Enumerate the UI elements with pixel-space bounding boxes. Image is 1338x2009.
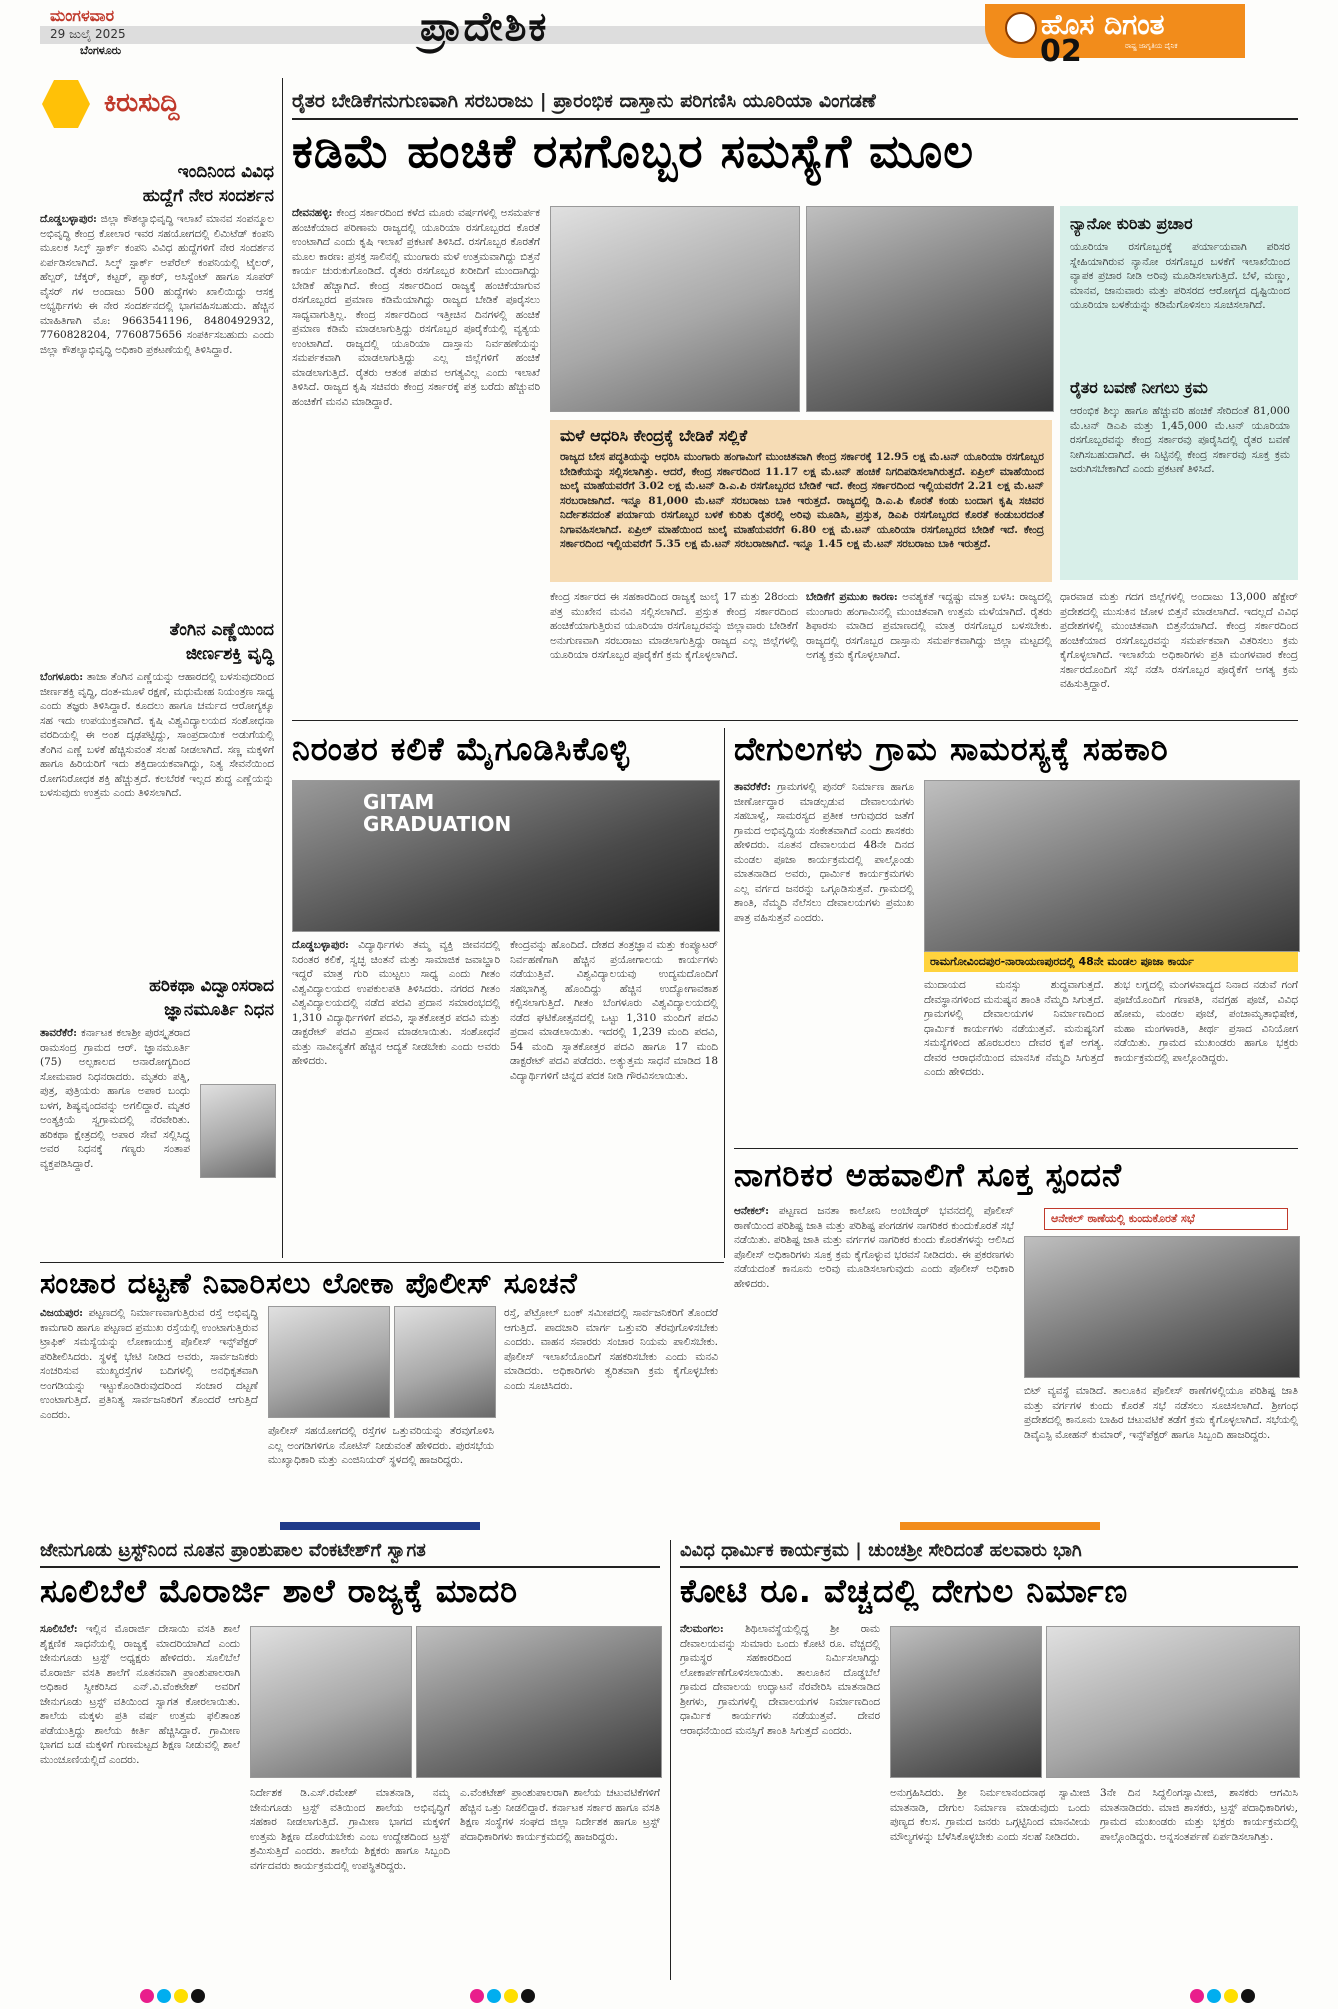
traffic-photo-1 bbox=[268, 1306, 390, 1418]
masthead bbox=[0, 0, 1338, 69]
brief-2-title bbox=[40, 618, 274, 666]
school-photo-2 bbox=[416, 1626, 662, 1778]
lead-sub-dateline: ಬೇಡಿಕೆಗೆ ಪ್ರಮುಖ ಕಾರಣ: bbox=[806, 591, 898, 603]
rain-box bbox=[550, 420, 1052, 582]
traffic-dateline: ವಿಜಯಪುರ: bbox=[40, 1307, 84, 1319]
traffic-col3: ರಸ್ತೆ, ಪೆಟ್ರೋಲ್ ಬಂಕ್ ಸಮೀಪದಲ್ಲಿ ಸಾರ್ವಜನಿಕರಿಗೆ ತೊಂದರೆ ಆಗುತ್ತಿದೆ. ಪಾದಚಾರಿ ಮಾರ್ಗ ಒತ್ತುವರಿ ತೆರವುಗೊಳಿಸಬೇಕು ಎಂದರು. ವಾಹನ ಸವಾರರು ಸಂಚಾರ ನಿಯಮ ಪಾಲಿಸಬೇಕು. ಪೊಲೀಸ್ ಇಲಾಖೆಯೊಂದಿಗೆ ಸಹಕರಿಸಬೇಕು ಎಂದು ಮನವಿ ಮಾಡಿದರು. ಅಧಿಕಾರಿಗಳು ತ್ವರಿತವಾಗಿ ಕ್ರಮ ಕೈಗೊಳ್ಳಬೇಕು ಎಂದು ಸೂಚಿಸಿದರು. bbox=[504, 1307, 718, 1392]
briefs-logo bbox=[42, 78, 272, 130]
brand-logo-icon bbox=[1005, 12, 1037, 44]
temples-dateline: ತಾವರೆಕೆರೆ: bbox=[734, 781, 771, 793]
brief-2-dateline: ಬೆಂಗಳೂರು: bbox=[40, 671, 84, 683]
learning-col1-text: ವಿದ್ಯಾರ್ಥಿಗಳು ತಮ್ಮ ವ್ಯಕ್ತಿ ಜೀವನದಲ್ಲಿ ನಿರಂತರ ಕಲಿಕೆ, ಸ್ವಚ್ಛ ಚಿಂತನೆ ಮತ್ತು ಸಾಮಾಜಿಕ ಜವಾಬ್ದಾರಿ ಇದ್ದರೆ ಮಾತ್ರ ಗುರಿ ಮುಟ್ಟಲು ಸಾಧ್ಯ ಎಂದು ಗೀತಂ ವಿಶ್ವವಿದ್ಯಾಲಯದ ಉಪಕುಲಪತಿ ತಿಳಿಸಿದರು. ನಗರದ ಗೀತಂ ವಿಶ್ವವಿದ್ಯಾಲಯದಲ್ಲಿ ನಡೆದ ಪದವಿ ಪ್ರದಾನ ಸಮಾರಂಭದಲ್ಲಿ 1,310 ವಿದ್ಯಾರ್ಥಿಗಳಿಗೆ ಪದವಿ, ಸ್ನಾತಕೋತ್ತರ ಪದವಿ ಮತ್ತು ಡಾಕ್ಟರೇಟ್ ಪದವಿ ಪ್ರದಾನ ಮಾಡಲಾಯಿತು. ಸಂಶೋಧನೆ ಮತ್ತು ನಾವೀನ್ಯತೆಗೆ ಹೆಚ್ಚಿನ ಆದ್ಯತೆ ನೀಡಬೇಕು ಎಂದು ಅವರು ಹೇಳಿದರು. bbox=[292, 939, 500, 1067]
temple-build-col1-text: ಶಿಥಿಲಾವಸ್ಥೆಯಲ್ಲಿದ್ದ ಶ್ರೀ ರಾಮ ದೇವಾಲಯವನ್ನು ಸುಮಾರು ಒಂದು ಕೋಟಿ ರೂ. ವೆಚ್ಚದಲ್ಲಿ ಗ್ರಾಮಸ್ಥರ ಸಹಕಾರದಿಂದ ನಿರ್ಮಿಸಲಾಗಿದ್ದು ಲೋಕಾರ್ಪಣೆಗೊಳಿಸಲಾಯಿತು. ತಾಲೂಕಿನ ದೊಡ್ಡಬೆಲೆ ಗ್ರಾಮದ ದೇವಾಲಯ ಉದ್ಘಾಟನೆ ನೆರವೇರಿಸಿ ಮಾತನಾಡಿದ ಶ್ರೀಗಳು, ಗ್ರಾಮಗಳಲ್ಲಿ ದೇವಾಲಯಗಳ ನಿರ್ಮಾಣದಿಂದ ಧಾರ್ಮಿಕ ಕಾರ್ಯಗಳು ನಡೆಯುತ್ತವೆ. ದೇವರ ಆರಾಧನೆಯಿಂದ ಮನಸ್ಸಿಗೆ ಶಾಂತಿ ಸಿಗುತ್ತದೆ ಎಂದರು. bbox=[680, 1623, 880, 1737]
civic-dateline: ಆನೇಕಲ್: bbox=[734, 1205, 770, 1217]
sidebar-divider bbox=[282, 78, 283, 1258]
registration-marks-center bbox=[470, 1988, 538, 2007]
obituary-photo bbox=[200, 1084, 276, 1178]
school-col1 bbox=[40, 1622, 240, 1972]
temple-build-photo-1 bbox=[890, 1626, 1042, 1778]
color-strip-blue bbox=[280, 1522, 480, 1530]
info-box-body1: ಯೂರಿಯಾ ರಸಗೊಬ್ಬರಕ್ಕೆ ಪರ್ಯಾಯವಾಗಿ ಪರಿಸರ ಸ್ನೇಹಿಯಾಗಿರುವ ನ್ಯಾನೋ ರಸಗೊಬ್ಬರ ಬಳಕೆಗೆ ಇಲಾಖೆಯಿಂದ ವ್ಯಾಪಕ ಪ್ರಚಾರ ನೀಡಿ ಅರಿವು ಮೂಡಿಸಲಾಗುತ್ತಿದೆ. ಬೆಳೆ, ಮಣ್ಣು, ಮಾನವ, ಜಾನುವಾರು ಮತ್ತು ಪರಿಸರದ ಆರೋಗ್ಯದ ದೃಷ್ಟಿಯಿಂದ ಯೂರಿಯಾ ಬಳಕೆಯನ್ನು ಕಡಿಮೆಗೊಳಿಸಲು ಸೂಚಿಸಲಾಗಿದೆ. bbox=[1070, 241, 1290, 311]
traffic-col2: ಪೊಲೀಸ್ ಸಹಯೋಗದಲ್ಲಿ ರಸ್ತೆಗಳ ಒತ್ತುವರಿಯನ್ನು ತೆರವುಗೊಳಿಸಿ ಎಲ್ಲ ಅಂಗಡಿಗಳಿಗೂ ನೋಟಿಸ್ ನೀಡುವಂತೆ ಹೇಳಿದರು. ಪುರಸಭೆಯ ಮುಖ್ಯಾಧಿಕಾರಿ ಮತ್ತು ಎಂಜಿನಿಯರ್ ಸ್ಥಳದಲ್ಲಿ ಹಾಜರಿದ್ದರು. bbox=[268, 1425, 494, 1466]
learning-col1 bbox=[292, 938, 500, 1250]
lead-col4: ಧಾರವಾಡ ಮತ್ತು ಗದಗ ಜಿಲ್ಲೆಗಳಲ್ಲಿ ಅಂದಾಜು 13,000 ಹೆಕ್ಟೇರ್ ಪ್ರದೇಶದಲ್ಲಿ ಮುಸುಕಿನ ಜೋಳ ಬಿತ್ತನೆ ಮಾಡಲಾಗಿದೆ. ಇದಲ್ಲದೆ ವಿವಿಧ ಪ್ರದೇಶಗಳಲ್ಲಿ ಮುಂಚಿತವಾಗಿ ಬಿತ್ತನೆಯಾಗಿದೆ. ಕೇಂದ್ರ ಸರ್ಕಾರದಿಂದ ಹಂಚಿಕೆಯಾದ ರಸಗೊಬ್ಬರವನ್ನು ಸಮರ್ಪಕವಾಗಿ ವಿತರಿಸಲು ಕ್ರಮ ಕೈಗೊಳ್ಳಲಾಗಿದೆ. ಇಲಾಖೆಯ ಅಧಿಕಾರಿಗಳು ಪ್ರತಿ ಮಂಗಳವಾರ ಕೇಂದ್ರ ಸರ್ಕಾರದೊಂದಿಗೆ ಸಭೆ ನಡೆಸಿ ರಸಗೊಬ್ಬರ ಪೂರೈಕೆಗೆ ಅಗತ್ಯ ಕ್ರಮ ವಹಿಸುತ್ತಿದ್ದಾರೆ. bbox=[1060, 591, 1298, 690]
temples-photo-caption: ರಾಮಗೋವಿಂದಪುರ-ನಾರಾಯಣಪುರದಲ್ಲಿ 48ನೇ ಮಂಡಲ ಪೂಜಾ ಕಾರ್ಯ bbox=[924, 952, 1298, 972]
temples-col2: ಮುದಾಯದ ಮನಸ್ಸು ಶುದ್ಧವಾಗುತ್ತದೆ. ದೇವಸ್ಥಾನಗಳಿಂದ ಮನುಷ್ಯನ ಶಾಂತಿ ನೆಮ್ಮದಿ ಸಿಗುತ್ತದೆ. ಗ್ರಾಮಗಳಲ್ಲಿ ದೇವಾಲಯಗಳ ನಿರ್ಮಾಣದಿಂದ ಧಾರ್ಮಿಕ ಕಾರ್ಯಗಳು ನಡೆಯುತ್ತವೆ. ಮನುಷ್ಯನಿಗೆ ಸಮಸ್ಯೆಗಳಿಂದ ಹೊರಬರಲು ದೇವರ ಕೃಪೆ ಅಗತ್ಯ. ದೇವರ ಆರಾಧನೆಯಿಂದ ಮಾನಸಿಕ ನೆಮ್ಮದಿ ಸಿಗುತ್ತದೆ ಎಂದು ಹೇಳಿದರು. bbox=[924, 979, 1104, 1078]
brief-2-title-line2: ಜೀರ್ಣಶಕ್ತಿ ವೃದ್ಧಿ bbox=[185, 644, 274, 664]
info-box bbox=[1060, 206, 1298, 580]
field-hand-photo bbox=[806, 206, 1054, 412]
brief-1-body bbox=[40, 212, 274, 610]
brief-3-title-line1: ಹರಿಕಥಾ ವಿದ್ವಾಂಸರಾದ bbox=[149, 976, 274, 996]
brief-3-body bbox=[40, 1026, 190, 1256]
lead-kicker-rule bbox=[292, 118, 1298, 120]
learning-col2: ಕೇಂದ್ರವನ್ನು ಹೊಂದಿದೆ. ದೇಶದ ತಂತ್ರಜ್ಞಾನ ಮತ್ತು ಕಂಪ್ಯೂಟರ್ ನಿರ್ವಹಣೆಗಾಗಿ ಹೆಚ್ಚಿನ ಪ್ರಯೋಗಾಲಯ ಕಾರ್ಯಗಳು ನಡೆಯುತ್ತಿವೆ. ವಿಶ್ವವಿದ್ಯಾಲಯವು ಉದ್ಯಮದೊಂದಿಗೆ ಸಹಭಾಗಿತ್ವ ಹೊಂದಿದ್ದು ಹೆಚ್ಚಿನ ಉದ್ಯೋಗಾವಕಾಶ ಕಲ್ಪಿಸಲಾಗುತ್ತಿದೆ. ಗೀತಂ ಬೆಂಗಳೂರು ವಿಶ್ವವಿದ್ಯಾಲಯದಲ್ಲಿ ನಡೆದ ಘಟಿಕೋತ್ಸವದಲ್ಲಿ ಒಟ್ಟು 1,310 ಮಂದಿಗೆ ಪದವಿ ಪ್ರದಾನ ಮಾಡಲಾಯಿತು. ಇದರಲ್ಲಿ 1,239 ಮಂದಿ ಪದವಿ, 54 ಮಂದಿ ಸ್ನಾತಕೋತ್ತರ ಪದವಿ ಹಾಗೂ 17 ಮಂದಿ ಡಾಕ್ಟರೇಟ್ ಪದವಿ ಪಡೆದರು. ಅತ್ಯುತ್ತಮ ಸಾಧನೆ ಮಾಡಿದ 18 ವಿದ್ಯಾರ್ಥಿಗಳಿಗೆ ಚಿನ್ನದ ಪದಕ ನೀಡಿ ಗೌರವಿಸಲಾಯಿತು. bbox=[510, 939, 718, 1082]
brief-2-text: ತಾಜಾ ತೆಂಗಿನ ಎಣ್ಣೆಯನ್ನು ಆಹಾರದಲ್ಲಿ ಬಳಸುವುದರಿಂದ ಜೀರ್ಣಶಕ್ತಿ ವೃದ್ಧಿ, ದಂತ-ಮೂಳೆ ರಕ್ಷಣೆ, ಮಧುಮೇಹ ನಿಯಂತ್ರಣ ಸಾಧ್ಯ ಎಂದು ತಜ್ಞರು ತಿಳಿಸಿದ್ದಾರೆ. ಕೂದಲು ಹಾಗೂ ಚರ್ಮದ ಆರೋಗ್ಯಕ್ಕೂ ಸಹ ಇದು ಉಪಯುಕ್ತವಾಗಿದೆ. ಕೃಷಿ ವಿಶ್ವವಿದ್ಯಾಲಯದ ಸಂಶೋಧನಾ ವರದಿಯಲ್ಲಿ ಈ ಅಂಶ ದೃಢಪಟ್ಟಿದ್ದು, ಸಾಂಪ್ರದಾಯಿಕ ಅಡುಗೆಯಲ್ಲಿ ತೆಂಗಿನ ಎಣ್ಣೆ ಬಳಕೆ ಹೆಚ್ಚಿಸುವಂತೆ ಸಲಹೆ ನೀಡಲಾಗಿದೆ. ಸಣ್ಣ ಮಕ್ಕಳಿಗೆ ಹಾಗೂ ಹಿರಿಯರಿಗೆ ಇದು ಶಕ್ತಿದಾಯಕವಾಗಿದ್ದು, ನಿತ್ಯ ಸೇವನೆಯಿಂದ ರೋಗನಿರೋಧಕ ಶಕ್ತಿ ಹೆಚ್ಚುತ್ತದೆ. ಕಲಬೆರಕೆ ಇಲ್ಲದ ಶುದ್ಧ ಎಣ್ಣೆಯನ್ನು ಬಳಸುವುದು ಉತ್ತಮ ಎಂದು ತಿಳಿಸಲಾಗಿದೆ. bbox=[40, 671, 274, 799]
lead-headline: ಕಡಿಮೆ ಹಂಚಿಕೆ ರಸಗೊಬ್ಬರ ಸಮಸ್ಯೆಗೆ ಮೂಲ bbox=[292, 124, 975, 178]
civic-col1-text: ಪಟ್ಟಣದ ಜನತಾ ಕಾಲೋನಿ ಅಂಬೇಡ್ಕರ್ ಭವನದಲ್ಲಿ ಪೊಲೀಸ್ ಠಾಣೆಯಿಂದ ಪರಿಶಿಷ್ಟ ಜಾತಿ ಮತ್ತು ಪರಿಶಿಷ್ಟ ಪಂಗಡಗಳ ನಾಗರಿಕರ ಕುಂದುಕೊರತೆ ಸಭೆ ನಡೆಯಿತು. ಪರಿಶಿಷ್ಟ ಜಾತಿ ಮತ್ತು ವರ್ಗಗಳ ನಾಗರಿಕರ ಕುಂದು ಕೊರತೆಗಳನ್ನು ಆಲಿಸಿದ ಪೊಲೀಸ್ ಅಧಿಕಾರಿಗಳು ಸೂಕ್ತ ಕ್ರಮ ಕೈಗೊಳ್ಳುವ ಭರವಸೆ ನೀಡಿದರು. ಈ ಪ್ರಕರಣಗಳು ನಡೆಯದಂತೆ ಕಾನೂನು ಅರಿವು ಮೂಡಿಸಲಾಗುವುದು ಎಂದು ಪೊಲೀಸ್ ಅಧಿಕಾರಿ ಹೇಳಿದರು. bbox=[734, 1205, 1014, 1290]
brand-tagline: ರಾಷ್ಟ್ರ ಜಾಗೃತಿಯ ದೈನಿಕ bbox=[1125, 42, 1178, 50]
briefs-logo-text: ಕಿರುಸುದ್ದಿ bbox=[104, 88, 180, 118]
temple-build-col1 bbox=[680, 1622, 880, 1972]
civic-col1 bbox=[734, 1204, 1014, 1524]
temple-build-photo-2 bbox=[1046, 1626, 1300, 1778]
temple-ritual-photo bbox=[924, 780, 1300, 952]
brief-2-title-line1: ತೆಂಗಿನ ಎಣ್ಣೆಯಿಂದ bbox=[169, 620, 274, 640]
info-box-body2: ಆರಂಭಿಕ ಶಿಲ್ಕು ಹಾಗೂ ಹೆಚ್ಚುವರಿ ಹಂಚಿಕೆ ಸೇರಿದಂತೆ 81,000 ಮೆ.ಟನ್ ಡಿಎಪಿ ಮತ್ತು 1,45,000 ಮೆ.ಟನ್ ಯೂರಿಯಾ ರಸಗೊಬ್ಬರವನ್ನು ಕೇಂದ್ರ ಸರ್ಕಾರವು ಪೂರೈಸಿದಲ್ಲಿ ರೈತರ ಬವಣೆ ನೀಗಿಸಬಹುದಾಗಿದೆ. ಈ ನಿಟ್ಟಿನಲ್ಲಿ ಕೇಂದ್ರ ಸರ್ಕಾರವು ಸೂಕ್ತ ಕ್ರಮ ಜರುಗಿಸಬೇಕಾಗಿದೆ ಎಂದು ಪ್ರಕಟಣೆ ತಿಳಿಸಿದೆ. bbox=[1070, 405, 1290, 475]
color-strip-orange bbox=[900, 1522, 1100, 1530]
school-kicker-rule bbox=[40, 1566, 660, 1568]
temple-build-dateline: ನೆಲಮಂಗಲ: bbox=[680, 1623, 724, 1635]
civic-meeting-photo bbox=[1024, 1236, 1300, 1378]
civic-photo-caption: ಆನೇಕಲ್ ಠಾಣೆಯಲ್ಲಿ ಕುಂದುಕೊರತೆ ಸಭೆ bbox=[1044, 1208, 1288, 1230]
school-kicker: ಜೇನುಗೂಡು ಟ್ರಸ್ಟ್‌ನಿಂದ ನೂತನ ಪ್ರಾಂಶುಪಾಲ ವೆಂಕಟೇಶ್‌ಗೆ ಸ್ವಾಗತ bbox=[40, 1540, 426, 1561]
civic-headline: ನಾಗರಿಕರ ಅಹವಾಲಿಗೆ ಸೂಕ್ತ ಸ್ಪಂದನೆ bbox=[734, 1156, 1123, 1194]
section-title: ಪ್ರಾದೇಶಿಕ bbox=[420, 4, 549, 50]
school-col3: ಎ.ವೆಂಕಟೇಶ್ ಪ್ರಾಂಶುಪಾಲರಾಗಿ ಶಾಲೆಯ ಚಟುವಟಿಕೆಗಳಿಗೆ ಹೆಚ್ಚಿನ ಒತ್ತು ನೀಡಲಿದ್ದಾರೆ. ಕರ್ನಾಟಕ ಸರ್ಕಾರ ಹಾಗೂ ವಸತಿ ಶಿಕ್ಷಣ ಸಂಸ್ಥೆಗಳ ಸಂಘದ ಜಿಲ್ಲಾ ನಿರ್ದೇಶಕ ಹಾಗೂ ಟ್ರಸ್ಟ್ ಪದಾಧಿಕಾರಿಗಳು ಕಾರ್ಯಕ್ರಮದಲ್ಲಿ ಹಾಜರಿದ್ದರು. bbox=[460, 1787, 660, 1843]
rain-box-body: ರಾಜ್ಯದ ಬೇಸ ಪದ್ಧತಿಯನ್ನು ಆಧರಿಸಿ ಮುಂಗಾರು ಹಂಗಾಮಿಗೆ ಮುಂಚಿತವಾಗಿ ಕೇಂದ್ರ ಸರ್ಕಾರಕ್ಕೆ 12.95 ಲಕ್ಷ ಮೆ.ಟನ್ ಯೂರಿಯಾ ರಸಗೊಬ್ಬರ ಬೇಡಿಕೆಯನ್ನು ಸಲ್ಲಿಸಲಾಗಿತ್ತು. ಆದರೆ, ಕೇಂದ್ರ ಸರ್ಕಾರದಿಂದ 11.17 ಲಕ್ಷ ಮೆ.ಟನ್ ಹಂಚಿಕೆ ನಿಗದಿಪಡಿಸಲಾಗಿರುತ್ತದೆ. ಏಪ್ರಿಲ್ ಮಾಹೆಯಿಂದ ಜುಲೈ ಮಾಹೆಯವರೆಗೆ 3.02 ಲಕ್ಷ ಮೆ.ಟನ್ ಡಿ.ಎ.ಪಿ ರಸಗೊಬ್ಬರದ ಬೇಡಿಕೆ ಇದೆ. ಕೇಂದ್ರ ಸರ್ಕಾರದಿಂದ ಇಲ್ಲಿಯವರೆಗೆ 2.21 ಲಕ್ಷ ಮೆ.ಟನ್ ಸರಬರಾಜಾಗಿದೆ. ಇನ್ನೂ 81,000 ಮೆ.ಟನ್ ಸರಬರಾಜು ಬಾಕಿ ಇರುತ್ತದೆ. ರಾಜ್ಯದಲ್ಲಿ ಡಿ.ಎ.ಪಿ ಕೊರತೆ ಕಂಡು ಬಂದಾಗ ಕೃಷಿ ಸಚಿವರ ನಿರ್ದೇಶನದಂತೆ ಪರ್ಯಾಯ ರಸಗೊಬ್ಬರ ಬಳಕೆ ಕುರಿತು ರೈತರಲ್ಲಿ ಅರಿವು ಮೂಡಿಸಿ, ಪ್ರಸ್ತುತ, ಡಿಎಪಿ ರಸಗೊಬ್ಬರದ ಕೊರತೆ ಕಂಡುಬರದಂತೆ ನಿಗಾವಹಿಸಲಾಗಿದೆ. ಏಪ್ರಿಲ್ ಮಾಹೆಯಿಂದ ಜುಲೈ ಮಾಹೆಯವರೆಗೆ 6.80 ಲಕ್ಷ ಮೆ.ಟನ್ ಯೂರಿಯಾ ರಸಗೊಬ್ಬರದ ಬೇಡಿಕೆ ಇದೆ. ಕೇಂದ್ರ ಸರ್ಕಾರದಿಂದ ಇಲ್ಲಿಯವರೆಗೆ 5.35 ಲಕ್ಷ ಮೆ.ಟನ್ ಸರಬರಾಜಾಗಿದೆ. ಇನ್ನೂ 1.45 ಲಕ್ಷ ಮೆ.ಟನ್ ಸರಬರಾಜು ಬಾಕಿ ಇರುತ್ತದೆ. bbox=[560, 451, 1044, 550]
rain-box-title: ಮಳೆ ಆಧರಿಸಿ ಕೇಂದ್ರಕ್ಕೆ ಬೇಡಿಕೆ ಸಲ್ಲಿಕೆ bbox=[560, 426, 748, 445]
learning-dateline: ದೊಡ್ಡಬಳ್ಳಾಪುರ: bbox=[292, 939, 349, 951]
sidebar-briefs bbox=[40, 78, 276, 1258]
graduation-banner-text: GITAM GRADUATION bbox=[363, 790, 512, 836]
temples-col1-text: ಗ್ರಾಮಗಳಲ್ಲಿ ಪುನರ್ ನಿರ್ಮಾಣ ಹಾಗೂ ಜೀರ್ಣೋದ್ಧಾರ ಮಾಡಲ್ಪಡುವ ದೇವಾಲಯಗಳು ಸಹಬಾಳ್ವೆ, ಸಾಮರಸ್ಯದ ಪ್ರತೀಕ ಆಗುವುದರ ಜತೆಗೆ ಗ್ರಾಮದ ಅಭಿವೃದ್ಧಿಯ ಸಂಕೇತವಾಗಿದೆ ಎಂದು ಶಾಸಕರು ಹೇಳಿದರು. ನೂತನ ದೇವಾಲಯದ 48ನೇ ದಿನದ ಮಂಡಲ ಪೂಜಾ ಕಾರ್ಯಕ್ರಮದಲ್ಲಿ ಪಾಲ್ಗೊಂಡು ಮಾತನಾಡಿದ ಅವರು, ಧಾರ್ಮಿಕ ಕಾರ್ಯಕ್ರಮಗಳು ಎಲ್ಲ ವರ್ಗದ ಜನರನ್ನು ಒಗ್ಗೂಡಿಸುತ್ತವೆ. ಗ್ರಾಮದಲ್ಲಿ ಶಾಂತಿ, ನೆಮ್ಮದಿ ನೆಲೆಸಲು ದೇವಾಲಯಗಳು ಪ್ರಮುಖ ಪಾತ್ರ ವಹಿಸುತ್ತವೆ ಎಂದರು. bbox=[734, 781, 914, 924]
brand-name: ಹೊಸ ದಿಗಂತ bbox=[1041, 8, 1165, 41]
temple-build-col2: ಅನುಗ್ರಹಿಸಿದರು. ಶ್ರೀ ನಿರ್ಮಲಾನಂದನಾಥ ಸ್ವಾಮೀಜಿ ಮಾತನಾಡಿ, ದೇಗುಲ ನಿರ್ಮಾಣ ಮಾಡುವುದು ಒಂದು ಪುಣ್ಯದ ಕೆಲಸ. ಗ್ರಾಮದ ಜನರು ಒಗ್ಗಟ್ಟಿನಿಂದ ಮಾನವೀಯ ಮೌಲ್ಯಗಳನ್ನು ಬೆಳೆಸಿಕೊಳ್ಳಬೇಕು ಎಂದು ಸಲಹೆ ನೀಡಿದರು. bbox=[890, 1787, 1090, 1843]
fertilizer-bag-photo bbox=[550, 206, 800, 412]
school-dateline: ಸೂಲಿಬೆಲೆ: bbox=[40, 1623, 78, 1635]
lead-col1-text: ಕೇಂದ್ರ ಸರ್ಕಾರದಿಂದ ಕಳೆದ ಮೂರು ವರ್ಷಗಳಲ್ಲಿ ಅಸಮರ್ಪಕ ಹಂಚಿಕೆಯಾದ ಪರಿಣಾಮ ರಾಜ್ಯದಲ್ಲಿ ಯೂರಿಯಾ ರಸಗೊಬ್ಬರದ ಕೊರತೆ ಉಂಟಾಗಿದೆ ಎಂದು ಕೃಷಿ ಇಲಾಖೆ ಪ್ರಕಟಣೆ ತಿಳಿಸಿದೆ. ರಸಗೊಬ್ಬರ ಕೊರತೆಗೆ ಮೂಲ ಕಾರಣ: ಪ್ರಸಕ್ತ ಸಾಲಿನಲ್ಲಿ ಮುಂಗಾರು ಮಳೆ ಉತ್ತಮವಾಗಿದ್ದು ಬಿತ್ತನೆ ಕಾರ್ಯ ಚುರುಕುಗೊಂಡಿದೆ. ರೈತರು ರಸಗೊಬ್ಬರ ಖರೀದಿಗೆ ಮುಂದಾಗಿದ್ದು ಬೇಡಿಕೆ ಹೆಚ್ಚಾಗಿದೆ. ಕೇಂದ್ರ ಸರ್ಕಾರದಿಂದ ರಾಜ್ಯಕ್ಕೆ ಹಂಚಿಕೆಯಾಗುವ ರಸಗೊಬ್ಬರದ ಪ್ರಮಾಣ ಕಡಿಮೆಯಾಗಿದ್ದು ರಾಜ್ಯದ ಬೇಡಿಕೆ ಪೂರೈಸಲು ಸಾಧ್ಯವಾಗುತ್ತಿಲ್ಲ. ಕೇಂದ್ರ ಸರ್ಕಾರದಿಂದ ಇತ್ತೀಚಿನ ದಿನಗಳಲ್ಲಿ ಹಂಚಿಕೆ ಪ್ರಮಾಣ ಕಡಿಮೆ ಮಾಡಲಾಗುತ್ತಿದ್ದು ರಸಗೊಬ್ಬರ ಪೂರೈಕೆಯಲ್ಲಿ ವ್ಯತ್ಯಯ ಉಂಟಾಗಿದೆ. ರಾಜ್ಯದಲ್ಲಿ ಯೂರಿಯಾ ದಾಸ್ತಾನು ನಿರ್ವಹಣೆಯನ್ನು ಸಮರ್ಪಕವಾಗಿ ಮಾಡಲಾಗುತ್ತಿದ್ದು ಎಲ್ಲ ಜಿಲ್ಲೆಗಳಿಗೆ ಹಂಚಿಕೆ ಮಾಡಲಾಗುತ್ತಿದೆ. ರೈತರು ಆತಂಕ ಪಡುವ ಅಗತ್ಯವಿಲ್ಲ ಎಂದು ಇಲಾಖೆ ತಿಳಿಸಿದೆ. ರಾಜ್ಯದ ಕೃಷಿ ಸಚಿವರು ಕೇಂದ್ರ ಸರ್ಕಾರಕ್ಕೆ ಪತ್ರ ಬರೆದು ಹೆಚ್ಚುವರಿ ಹಂಚಿಕೆಗೆ ಮನವಿ ಮಾಡಿದ್ದಾರೆ. bbox=[292, 207, 540, 408]
issue-city: ಬೆಂಗಳೂರು bbox=[80, 44, 122, 57]
brief-1-dateline: ದೊಡ್ಡಬಳ್ಳಾಪುರ: bbox=[40, 213, 97, 225]
lead-dateline: ದೇವನಹಳ್ಳಿ: bbox=[292, 207, 333, 219]
issue-date: 29 ಜುಲೈ 2025 bbox=[50, 27, 126, 41]
traffic-col1-text: ಪಟ್ಟಣದಲ್ಲಿ ನಿರ್ಮಾಣವಾಗುತ್ತಿರುವ ರಸ್ತೆ ಅಭಿವೃದ್ಧಿ ಕಾಮಗಾರಿ ಹಾಗೂ ಪಟ್ಟಣದ ಪ್ರಮುಖ ರಸ್ತೆಯಲ್ಲಿ ಉಂಟಾಗುತ್ತಿರುವ ಟ್ರಾಫಿಕ್ ಸಮಸ್ಯೆಯನ್ನು ಲೋಕಾಯುಕ್ತ ಪೊಲೀಸ್ ಇನ್ಸ್‌ಪೆಕ್ಟರ್ ಪರಿಶೀಲಿಸಿದರು. ಸ್ಥಳಕ್ಕೆ ಭೇಟಿ ನೀಡಿದ ಅವರು, ಸಾರ್ವಜನಿಕರು ಸಂಚರಿಸುವ ಮುಖ್ಯರಸ್ತೆಗಳ ಬದಿಗಳಲ್ಲಿ ಅನಧಿಕೃತವಾಗಿ ಅಂಗಡಿಯನ್ನು ಇಟ್ಟುಕೊಂಡಿರುವುದರಿಂದ ಸಂಚಾರ ದಟ್ಟಣೆ ಉಂಟಾಗುತ್ತಿದೆ. ಪ್ರತಿನಿತ್ಯ ಸಾರ್ವಜನಿಕರಿಗೆ ತೊಂದರೆ ಆಗುತ್ತಿದೆ ಎಂದರು. bbox=[40, 1307, 258, 1421]
graduation-photo bbox=[292, 780, 720, 932]
lead-col2: ಕೇಂದ್ರ ಸರ್ಕಾರದ ಈ ಸಹಕಾರದಿಂದ ರಾಜ್ಯಕ್ಕೆ ಜುಲೈ 17 ಮತ್ತು 28ರಂದು ಪತ್ರ ಮುಖೇನ ಮನವಿ ಸಲ್ಲಿಸಲಾಗಿದೆ. ಪ್ರಸ್ತುತ ಕೇಂದ್ರ ಸರ್ಕಾರದಿಂದ ಹಂಚಿಕೆಯಾಗುತ್ತಿರುವ ಯೂರಿಯಾ ರಸಗೊಬ್ಬರವನ್ನು ಜಿಲ್ಲಾವಾರು ಬೇಡಿಕೆಗೆ ಅನುಗುಣವಾಗಿ ಸರಬರಾಜು ಮಾಡಲಾಗುತ್ತಿದ್ದು ರಾಜ್ಯದ ಎಲ್ಲ ಜಿಲ್ಲೆಗಳಲ್ಲಿ ಯೂರಿಯಾ ರಸಗೊಬ್ಬರ ಪೂರೈಕೆಗೆ ಕ್ರಮ ಕೈಗೊಳ್ಳಲಾಗಿದೆ. bbox=[550, 591, 798, 661]
learning-headline: ನಿರಂತರ ಕಲಿಕೆ ಮೈಗೂಡಿಸಿಕೊಳ್ಳಿ bbox=[292, 730, 631, 768]
hand-icon bbox=[42, 80, 90, 128]
brief-3-title-line2: ಜ್ಞಾನಮೂರ್ತಿ ನಿಧನ bbox=[164, 1000, 274, 1020]
lead-kicker: ರೈತರ ಬೇಡಿಕೆಗನುಗುಣವಾಗಿ ಸರಬರಾಜು | ಪ್ರಾರಂಭಿಕ ದಾಸ್ತಾನು ಪರಿಗಣಿಸಿ ಯೂರಿಯಾ ವಿಂಗಡಣೆ bbox=[292, 90, 876, 112]
school-col1-text: ಇಲ್ಲಿನ ಮೊರಾರ್ಜಿ ದೇಸಾಯಿ ವಸತಿ ಶಾಲೆ ಶೈಕ್ಷಣಿಕ ಸಾಧನೆಯಲ್ಲಿ ರಾಜ್ಯಕ್ಕೆ ಮಾದರಿಯಾಗಿದೆ ಎಂದು ಜೇನುಗೂಡು ಟ್ರಸ್ಟ್ ಅಧ್ಯಕ್ಷರು ಹೇಳಿದರು. ಸೂಲಿಬೆಲೆ ಮೊರಾರ್ಜಿ ವಸತಿ ಶಾಲೆಗೆ ನೂತನವಾಗಿ ಪ್ರಾಂಶುಪಾಲರಾಗಿ ಅಧಿಕಾರ ಸ್ವೀಕರಿಸಿದ ಎನ್.ವಿ.ವೆಂಕಟೇಶ್ ಅವರಿಗೆ ಜೇನುಗೂಡು ಟ್ರಸ್ಟ್ ವತಿಯಿಂದ ಸ್ವಾಗತ ಕೋರಲಾಯಿತು. ಶಾಲೆಯ ಮಕ್ಕಳು ಪ್ರತಿ ವರ್ಷ ಉತ್ತಮ ಫಲಿತಾಂಶ ಪಡೆಯುತ್ತಿದ್ದು ಶಾಲೆಯ ಕೀರ್ತಿ ಹೆಚ್ಚಿಸಿದ್ದಾರೆ. ಗ್ರಾಮೀಣ ಭಾಗದ ಬಡ ಮಕ್ಕಳಿಗೆ ಗುಣಮಟ್ಟದ ಶಿಕ್ಷಣ ನೀಡುವಲ್ಲಿ ಶಾಲೆ ಮುಂಚೂಣಿಯಲ್ಲಿದೆ ಎಂದರು. bbox=[40, 1623, 240, 1766]
registration-marks-right bbox=[1190, 1988, 1258, 2007]
brief-3-dateline: ತಾವರೆಕೆರೆ: bbox=[40, 1027, 77, 1039]
school-photo-1 bbox=[250, 1626, 412, 1778]
info-box-title2: ರೈತರ ಬವಣೆ ನೀಗಲು ಕ್ರಮ bbox=[1070, 378, 1208, 397]
brief-1-title-line1: ಇಂದಿನಿಂದ ವಿವಿಧ bbox=[177, 162, 274, 182]
lead-bottom-rule bbox=[292, 720, 1298, 721]
brand-block bbox=[985, 4, 1245, 58]
temple-build-kicker-rule bbox=[680, 1566, 1298, 1568]
school-headline: ಸೂಲಿಬೆಲೆ ಮೊರಾರ್ಜಿ ಶಾಲೆ ರಾಜ್ಯಕ್ಕೆ ಮಾದರಿ bbox=[40, 1572, 519, 1610]
brief-1-text: ಜಿಲ್ಲಾ ಕೌಶಲ್ಯಾಭಿವೃದ್ಧಿ ಇಲಾಖೆ ಮಾನವ ಸಂಪನ್ಮೂಲ ಅಭಿವೃದ್ಧಿ ಕೇಂದ್ರ ಕೋಲಾರ ಇವರ ಸಹಯೋಗದಲ್ಲಿ ಲಿಮಿಟೆಡ್ ಕಂಪನಿ ಮೂಲಕ ಸಿಲ್ಕ್ ಸ್ಪಾರ್ಕ್ ಕಂಪನಿ ವಿವಿಧ ಹುದ್ದೆಗಳಿಗೆ ನೇರ ಸಂದರ್ಶನ ಏರ್ಪಡಿಸಲಾಗಿದೆ. ಸಿಲ್ಕ್ ಸ್ಪಾರ್ಕ್ ಅಪೆರೆಲ್ ಕಂಪನಿಯಲ್ಲಿ ಟೈಲರ್, ಹೆಲ್ಪರ್, ಚೆಕ್ಕರ್, ಕಟ್ಟರ್, ಪ್ಯಾಕರ್, ಅಸಿಸ್ಟೆಂಟ್ ಹಾಗೂ ಸೂಪರ್ ವೈಸರ್ ಗಳ ಅಂದಾಜು 500 ಹುದ್ದೆಗಳು ಖಾಲಿಯಿದ್ದು ಆಸಕ್ತ ಅಭ್ಯರ್ಥಿಗಳು ಈ ನೇರ ಸಂದರ್ಶನದಲ್ಲಿ ಭಾಗವಹಿಸಬಹುದು. ಹೆಚ್ಚಿನ ಮಾಹಿತಿಗಾಗಿ ಮೊ: 9663541196, 8480492932, 7760828204, 7760875656 ಸಂಪರ್ಕಿಸಬಹುದು ಎಂದು ಜಿಲ್ಲಾ ಕೌಶಲ್ಯಾಭಿವೃದ್ಧಿ ಅಧಿಕಾರಿ ಪ್ರಕಟಣೆಯಲ್ಲಿ ತಿಳಿಸಿದ್ದಾರೆ. bbox=[40, 213, 274, 356]
lead-col3-text: ಅವಶ್ಯಕತೆ ಇದ್ದಷ್ಟು ಮಾತ್ರ ಬಳಸಿ: ರಾಜ್ಯದಲ್ಲಿ ಮುಂಗಾರು ಹಂಗಾಮಿನಲ್ಲಿ ಮುಂಚಿತವಾಗಿ ಉತ್ತಮ ಮಳೆಯಾಗಿದೆ. ರೈತರು ಶಿಫಾರಸು ಮಾಡಿದ ಪ್ರಮಾಣದಲ್ಲಿ ಮಾತ್ರ ರಸಗೊಬ್ಬರ ಬಳಸಬೇಕು. ರಾಜ್ಯದಲ್ಲಿ ರಸಗೊಬ್ಬರ ದಾಸ್ತಾನು ಸಮರ್ಪಕವಾಗಿದ್ದು ಜಿಲ್ಲಾ ಮಟ್ಟದಲ್ಲಿ ಅಗತ್ಯ ಕ್ರಮ ಕೈಗೊಳ್ಳಲಾಗಿದೆ. bbox=[806, 591, 1052, 661]
bottom-divider bbox=[670, 1540, 671, 1980]
issue-day: ಮಂಗಳವಾರ bbox=[50, 6, 115, 25]
brief-1-title bbox=[40, 160, 274, 208]
temples-headline: ದೇಗುಲಗಳು ಗ್ರಾಮ ಸಾಮರಸ್ಯಕ್ಕೆ ಸಹಕಾರಿ bbox=[734, 730, 1169, 768]
page-number: 02 bbox=[1040, 34, 1082, 69]
traffic-top-rule bbox=[40, 1262, 724, 1263]
lead-col3 bbox=[806, 590, 1052, 694]
temple-build-col3: 3ನೇ ದಿನ ಸಿದ್ದಲಿಂಗಸ್ವಾಮೀಜಿ, ಶಾಸಕರು ಆಗಮಿಸಿ ಮಾತನಾಡಿದರು. ಮಾಜಿ ಶಾಸಕರು, ಟ್ರಸ್ಟ್ ಪದಾಧಿಕಾರಿಗಳು, ಗ್ರಾಮದ ಮುಖಂಡರು ಮತ್ತು ಭಕ್ತರು ಕಾರ್ಯಕ್ರಮದಲ್ಲಿ ಪಾಲ್ಗೊಂಡಿದ್ದರು. ಅನ್ನಸಂತರ್ಪಣೆ ಏರ್ಪಡಿಸಲಾಗಿತ್ತು. bbox=[1100, 1787, 1298, 1843]
registration-marks-left bbox=[140, 1988, 208, 2007]
info-box-title1: ನ್ಯಾನೋ ಕುರಿತು ಪ್ರಚಾರ bbox=[1070, 214, 1193, 233]
brief-2-body bbox=[40, 670, 274, 966]
civic-col2: ಬಿಟ್ ವ್ಯವಸ್ಥೆ ಮಾಡಿದೆ. ತಾಲೂಕಿನ ಪೊಲೀಸ್ ಠಾಣೆಗಳಲ್ಲಿಯೂ ಪರಿಶಿಷ್ಟ ಜಾತಿ ಮತ್ತು ವರ್ಗಗಳ ಕುಂದು ಕೊರತೆ ಸಭೆ ನಡೆಸಲು ಸೂಚಿಸಲಾಗಿದೆ. ಶ್ರೀಗಂಧ ಪ್ರದೇಶದಲ್ಲಿ ಕಾನೂನು ಬಾಹಿರ ಚಟುವಟಿಕೆ ತಡೆಗೆ ಕ್ರಮ ಕೈಗೊಳ್ಳಲಾಗಿದೆ. ಸಭೆಯಲ್ಲಿ ಡಿವೈಎಸ್ಪಿ ಮೋಹನ್ ಕುಮಾರ್, ಇನ್ಸ್‌ಪೆಕ್ಟರ್ ಹಾಗೂ ಸಿಬ್ಬಂದಿ ಹಾಜರಿದ್ದರು. bbox=[1024, 1385, 1298, 1441]
brief-1-title-line2: ಹುದ್ದೆಗೆ ನೇರ ಸಂದರ್ಶನ bbox=[142, 186, 274, 206]
learning-divider bbox=[724, 728, 725, 1258]
traffic-col1 bbox=[40, 1306, 258, 1524]
brief-3-text: ಕರ್ನಾಟಕ ಕಲಾಶ್ರೀ ಪುರಸ್ಕೃತರಾದ ರಾಮಸಂದ್ರ ಗ್ರಾಮದ ಆರ್. ಜ್ಞಾನಮೂರ್ತಿ (75) ಅಲ್ಪಕಾಲದ ಅನಾರೋಗ್ಯದಿಂದ ಸೋಮವಾರ ನಿಧನರಾದರು. ಮೃತರು ಪತ್ನಿ, ಪುತ್ರ, ಪುತ್ರಿಯರು ಹಾಗೂ ಅಪಾರ ಬಂಧು ಬಳಗ, ಶಿಷ್ಯವೃಂದವನ್ನು ಅಗಲಿದ್ದಾರೆ. ಮೃತರ ಅಂತ್ಯಕ್ರಿಯೆ ಸ್ವಗ್ರಾಮದಲ್ಲಿ ನೆರವೇರಿತು. ಹರಿಕಥಾ ಕ್ಷೇತ್ರದಲ್ಲಿ ಅಪಾರ ಸೇವೆ ಸಲ್ಲಿಸಿದ್ದ ಅವರ ನಿಧನಕ್ಕೆ ಗಣ್ಯರು ಸಂತಾಪ ವ್ಯಕ್ತಪಡಿಸಿದ್ದಾರೆ. bbox=[40, 1027, 190, 1170]
temple-build-headline: ಕೋಟಿ ರೂ. ವೆಚ್ಚದಲ್ಲಿ ದೇಗುಲ ನಿರ್ಮಾಣ bbox=[680, 1572, 1129, 1610]
temples-bottom-rule bbox=[734, 1148, 1298, 1149]
temples-col3: ಶುಭ ಲಗ್ನದಲ್ಲಿ ಮಂಗಳವಾದ್ಯದ ನಿನಾದ ನಡುವೆ ಗಂಗೆ ಪೂಜೆಯೊಂದಿಗೆ ಗಣಪತಿ, ನವಗ್ರಹ ಪೂಜೆ, ವಿವಿಧ ಹೋಮ, ಮಂಡಲ ಪೂಜೆ, ಪಂಚಾಮೃತಾಭಿಷೇಕ, ಮಹಾ ಮಂಗಳಾರತಿ, ತೀರ್ಥ ಪ್ರಸಾದ ವಿನಿಯೋಗ ನಡೆಯಿತು. ಗ್ರಾಮದ ಮುಖಂಡರು ಹಾಗೂ ಭಕ್ತರು ಕಾರ್ಯಕ್ರಮದಲ್ಲಿ ಪಾಲ್ಗೊಂಡಿದ್ದರು. bbox=[1114, 979, 1298, 1064]
temples-col1 bbox=[734, 780, 914, 1140]
traffic-headline: ಸಂಚಾರ ದಟ್ಟಣೆ ನಿವಾರಿಸಲು ಲೋಕಾ ಪೊಲೀಸ್ ಸೂಚನೆ bbox=[40, 1266, 578, 1300]
lead-col1 bbox=[292, 206, 540, 694]
traffic-photo-2 bbox=[394, 1306, 496, 1418]
brief-3-title bbox=[40, 974, 274, 1022]
school-col2: ನಿರ್ದೇಶಕ ಡಿ.ಎಸ್.ರಮೇಶ್ ಮಾತನಾಡಿ, ನಮ್ಮ ಜೇನುಗೂಡು ಟ್ರಸ್ಟ್ ವತಿಯಿಂದ ಶಾಲೆಯ ಅಭಿವೃದ್ಧಿಗೆ ಸಹಕಾರ ನೀಡಲಾಗುತ್ತಿದೆ. ಗ್ರಾಮೀಣ ಭಾಗದ ಮಕ್ಕಳಿಗೆ ಉತ್ತಮ ಶಿಕ್ಷಣ ದೊರೆಯಬೇಕು ಎಂಬ ಉದ್ದೇಶದಿಂದ ಟ್ರಸ್ಟ್ ಶ್ರಮಿಸುತ್ತಿದೆ ಎಂದರು. ಶಾಲೆಯ ಶಿಕ್ಷಕರು ಹಾಗೂ ಸಿಬ್ಬಂದಿ ವರ್ಗದವರು ಕಾರ್ಯಕ್ರಮದಲ್ಲಿ ಉಪಸ್ಥಿತರಿದ್ದರು. bbox=[250, 1787, 450, 1872]
temple-build-kicker: ವಿವಿಧ ಧಾರ್ಮಿಕ ಕಾರ್ಯಕ್ರಮ | ಚುಂಚಶ್ರೀ ಸೇರಿದಂತೆ ಹಲವಾರು ಭಾಗಿ bbox=[680, 1540, 1082, 1561]
